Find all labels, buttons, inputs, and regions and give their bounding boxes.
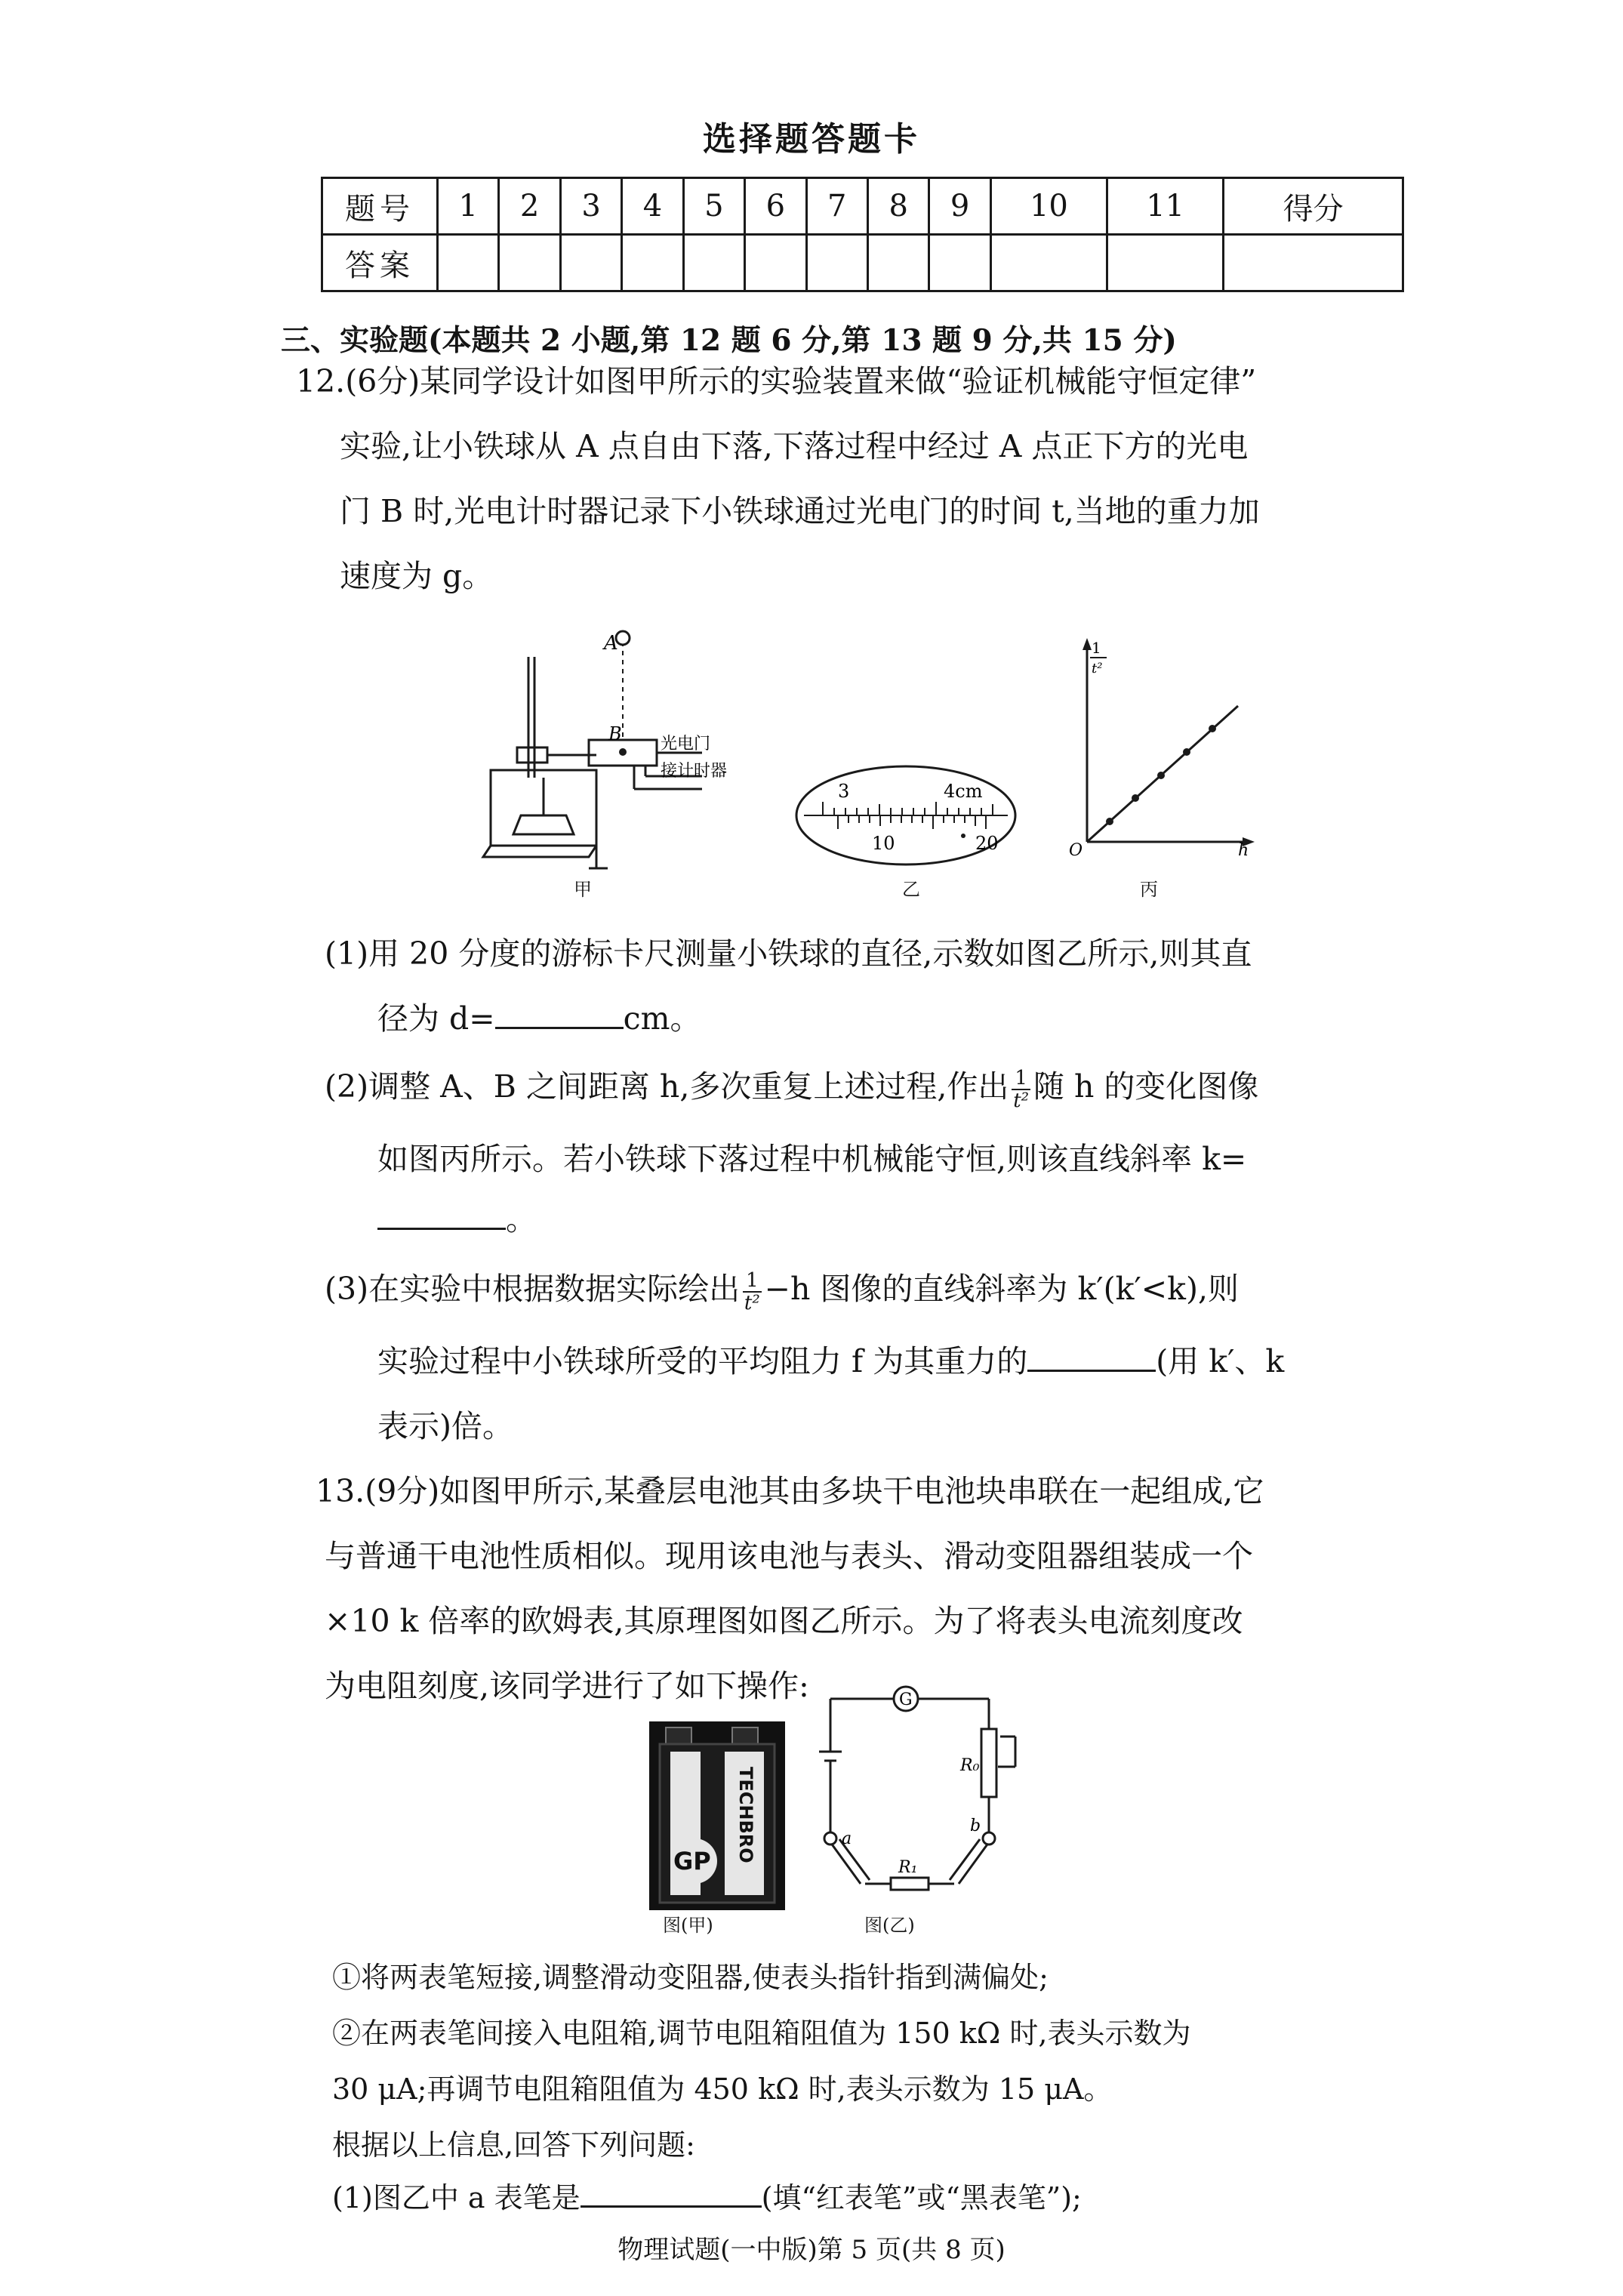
answer-cell[interactable] <box>622 235 683 291</box>
q13-sub1-suffix: (填“红表笔”或“黑表笔”); <box>761 2181 1082 2214</box>
question-number-cell: 11 <box>1107 178 1224 235</box>
section-heading: 三、实验题(本题共 2 小题,第 12 题 6 分,第 13 题 9 分,共 15 分) <box>281 323 1177 358</box>
row-header-answer: 答案 <box>322 235 438 291</box>
q13-step1: ①将两表笔短接,调整滑动变阻器,使表头指针指到满偏处; <box>332 1961 1049 1994</box>
q12-part1-line2 <box>377 986 701 1051</box>
graph-point <box>1183 748 1190 756</box>
caption-yi: 乙 <box>902 879 920 900</box>
label-B: B <box>608 723 622 744</box>
q12-part3-prefix: (3)在实验中根据数据实际绘出 <box>325 1271 741 1307</box>
q13-step2-line1: ②在两表笔间接入电阻箱,调节电阻箱阻值为 150 kΩ 时,表头示数为 <box>332 2017 1191 2050</box>
q12-figure-jia <box>476 627 808 898</box>
q13-intro-line3: ×10 k 倍率的欧姆表,其原理图如图乙所示。为了将表头电流刻度改 <box>325 1603 1243 1639</box>
r0-label: R₀ <box>960 1756 980 1775</box>
q12-intro-line1: 12.(6分)某同学设计如图甲所示的实验装置来做“验证机械能守恒定律” <box>296 363 1257 399</box>
answer-card-table <box>321 177 1404 292</box>
answer-cell[interactable] <box>438 235 499 291</box>
question-number-cell: 3 <box>560 178 621 235</box>
caption-fig-yi: 图(乙) <box>864 1915 915 1936</box>
answer-blank-probe[interactable] <box>581 2178 762 2208</box>
q12-part2-prefix: (2)调整 A、B 之间距离 h,多次重复上述过程,作出 <box>325 1068 1009 1105</box>
caliper-main-3: 3 <box>838 781 850 802</box>
answer-cell[interactable] <box>683 235 744 291</box>
q13-intro-line2: 与普通干电池性质相似。现用该电池与表头、滑动变阻器组装成一个 <box>325 1538 1253 1574</box>
r1-label: R₁ <box>898 1858 918 1877</box>
q13-step3: 根据以上信息,回答下列问题: <box>332 2128 695 2162</box>
probe-b-label: b <box>970 1817 981 1835</box>
q13-circuit-diagram <box>800 1676 1057 1918</box>
caption-jia: 甲 <box>574 879 592 900</box>
q12-part3-line3: 表示)倍。 <box>377 1408 513 1444</box>
q12-part3-line1 <box>325 1256 1239 1321</box>
answer-card-row-answers <box>322 235 1403 291</box>
timer-label: 接计时器 <box>661 762 728 781</box>
graph-y-den: t² <box>1092 661 1103 676</box>
answer-card-title: 选择题答题卡 <box>703 120 920 159</box>
fraction-denominator: t² <box>1013 1089 1030 1112</box>
probe-a-label: a <box>842 1829 852 1848</box>
answer-card-row-numbers <box>322 178 1403 235</box>
q12-part2-line1 <box>325 1054 1258 1119</box>
q12-intro-line4: 速度为 g。 <box>340 558 494 594</box>
caliper-main-4cm: 4cm <box>944 781 983 802</box>
q13-battery-photo <box>649 1721 785 1910</box>
fraction-one-over-t2 <box>1012 1068 1030 1111</box>
caption-bing: 丙 <box>1140 879 1158 900</box>
question-number-cell: 2 <box>499 178 560 235</box>
question-number-cell: 6 <box>745 178 806 235</box>
q13-step2-line2: 30 μA;再调节电阻箱阻值为 450 kΩ 时,表头示数为 15 μA。 <box>332 2073 1113 2106</box>
q13-intro-line4: 为电阻刻度,该同学进行了如下操作: <box>325 1668 809 1704</box>
question-number-cell: 8 <box>867 178 929 235</box>
graph-point <box>1209 725 1216 732</box>
question-number-cell: 9 <box>929 178 990 235</box>
q12-part2-line3 <box>377 1187 537 1252</box>
row-header-number: 题号 <box>322 178 438 235</box>
graph-y-num: 1 <box>1092 639 1101 657</box>
answer-cell[interactable] <box>1107 235 1224 291</box>
photogate-label: 光电门 <box>661 735 711 754</box>
graph-point <box>1132 794 1139 802</box>
answer-blank-k[interactable] <box>377 1197 506 1230</box>
answer-cell[interactable] <box>806 235 867 291</box>
fraction-denominator: t² <box>744 1291 760 1314</box>
answer-blank-d[interactable] <box>495 997 624 1029</box>
graph-point <box>1157 772 1165 779</box>
question-number-cell: 1 <box>438 178 499 235</box>
answer-cell[interactable] <box>499 235 560 291</box>
score-cell[interactable] <box>1224 235 1403 291</box>
q13-sub1-prefix: (1)图乙中 a 表笔是 <box>332 2181 581 2214</box>
caliper-vernier-10: 10 <box>872 833 895 854</box>
q12-part2-line2: 如图丙所示。若小铁球下落过程中机械能守恒,则该直线斜率 k= <box>377 1141 1247 1177</box>
q13-sub1 <box>332 2170 1082 2226</box>
fraction-one-over-t2 <box>743 1270 762 1314</box>
answer-cell[interactable] <box>929 235 990 291</box>
q12-part2-suffix: 随 h 的变化图像 <box>1033 1068 1259 1105</box>
answer-blank-f[interactable] <box>1027 1339 1156 1372</box>
q12-part1-suffix: cm。 <box>623 1000 701 1037</box>
q12-intro-line2: 实验,让小铁球从 A 点自由下落,下落过程中经过 A 点正下方的光电 <box>340 428 1249 464</box>
q12-figure-yi-caliper <box>793 763 1019 868</box>
fraction-numerator: 1 <box>743 1270 762 1293</box>
q12-part1-prefix: 径为 d= <box>377 1000 495 1037</box>
question-number-cell: 7 <box>806 178 867 235</box>
answer-cell[interactable] <box>560 235 621 291</box>
graph-x-label: h <box>1238 841 1249 857</box>
caliper-vernier-20: 20 <box>975 833 999 854</box>
graph-origin: O <box>1069 841 1083 857</box>
q12-figure-bing-graph <box>1057 630 1261 857</box>
graph-point <box>1106 818 1113 825</box>
answer-cell[interactable] <box>745 235 806 291</box>
fraction-numerator: 1 <box>1012 1068 1030 1090</box>
page-footer: 物理试题(一中版)第 5 页(共 8 页) <box>617 2235 1006 2265</box>
q12-part2-end: 。 <box>506 1201 537 1237</box>
caption-fig-jia: 图(甲) <box>663 1915 713 1936</box>
q12-part3-line2-suffix: (用 k′、k <box>1156 1343 1285 1379</box>
galvanometer-label: G <box>899 1690 913 1709</box>
question-number-cell: 4 <box>622 178 683 235</box>
answer-cell[interactable] <box>990 235 1107 291</box>
q13-intro-line1: 13.(9分)如图甲所示,某叠层电池其由多块干电池块串联在一起组成,它 <box>316 1473 1264 1509</box>
q12-intro-line3: 门 B 时,光电计时器记录下小铁球通过光电门的时间 t,当地的重力加 <box>340 493 1260 529</box>
q12-part3-suffix: −h 图像的直线斜率为 k′(k′<k),则 <box>764 1271 1239 1307</box>
battery-logo: GP <box>673 1847 711 1875</box>
question-number-cell: 5 <box>683 178 744 235</box>
answer-cell[interactable] <box>867 235 929 291</box>
score-header-cell: 得分 <box>1224 178 1403 235</box>
label-A: A <box>604 632 618 655</box>
battery-brand: TECHBRO <box>735 1767 756 1863</box>
q12-part3-line2 <box>377 1329 1284 1394</box>
question-number-cell: 10 <box>990 178 1107 235</box>
q12-part3-line2-prefix: 实验过程中小铁球所受的平均阻力 f 为其重力的 <box>377 1343 1028 1379</box>
q12-part1-line1: (1)用 20 分度的游标卡尺测量小铁球的直径,示数如图乙所示,则其直 <box>325 935 1252 972</box>
